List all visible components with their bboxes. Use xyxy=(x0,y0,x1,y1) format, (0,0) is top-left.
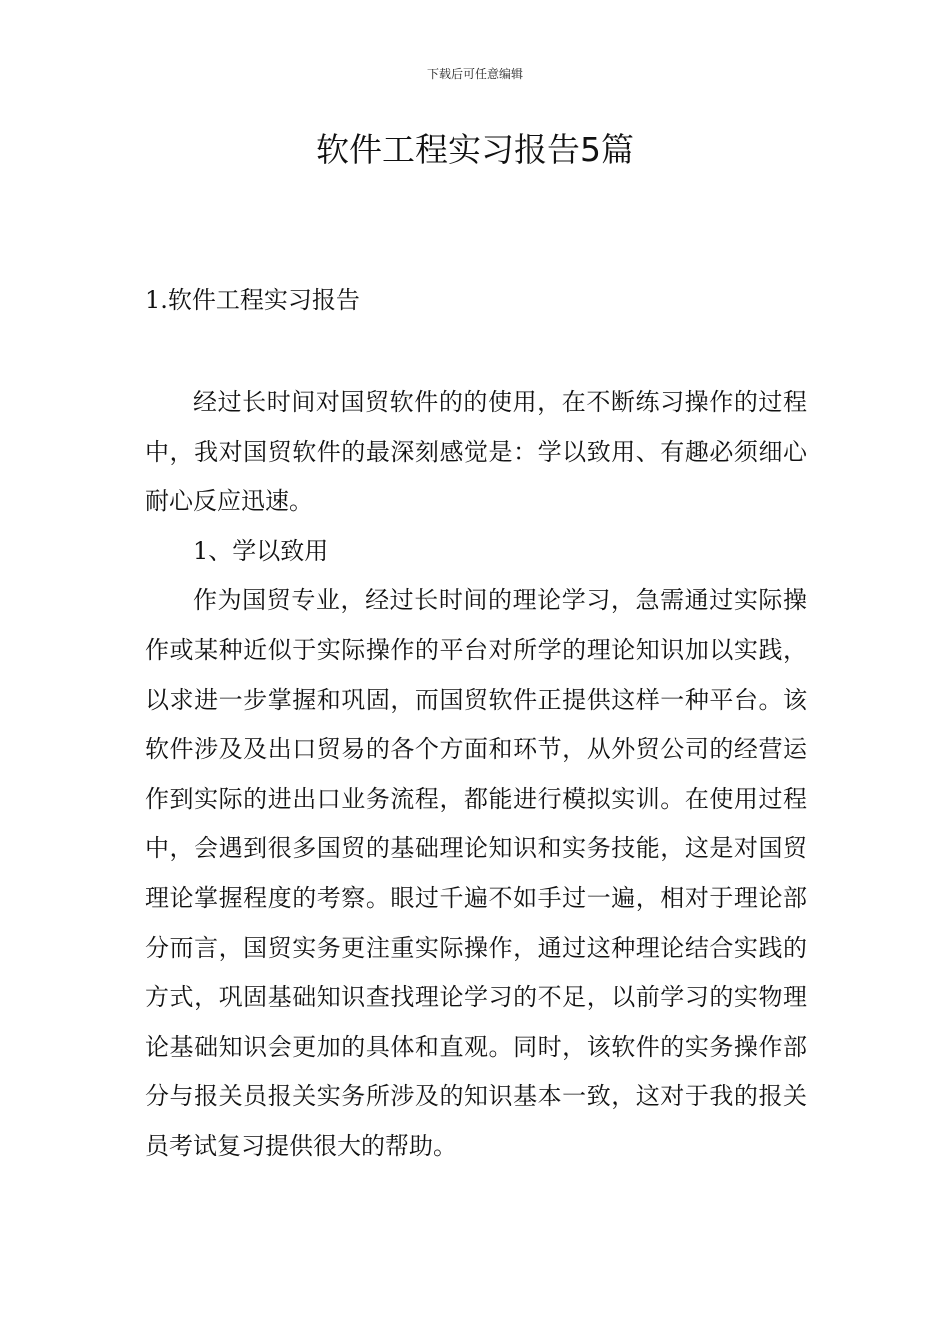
paragraph-body: 作为国贸专业，经过长时间的理论学习，急需通过实际操作或某种近似于实际操作的平台对所学的理论知识加以实践，以求进一步掌握和巩固，而国贸软件正提供这样一种平台。该软件涉及及出口贸易的各个方面和环节，从外贸公司的经营运作到实际的进出口业务流程，都能进行模拟实训。在使用过程中，会遇到很多国贸的基础理论知识和实务技能，这是对国贸理论掌握程度的考察。眼过千遍不如手过一遍，相对于理论部分而言，国贸实务更注重实际操作，通过这种理论结合实践的方式，巩固基础知识查找理论学习的不足，以前学习的实物理论基础知识会更加的具体和直观。同时，该软件的实务操作部分与报关员报关实务所涉及的知识基本一致，这对于我的报关员考试复习提供很大的帮助。 xyxy=(145,586,807,1160)
header-note: 下载后可任意编辑 xyxy=(426,67,523,81)
document-title: 软件工程实习报告5篇 xyxy=(316,130,634,169)
paragraph-subheading: 1、学以致用 xyxy=(193,536,329,565)
paragraph-intro: 经过长时间对国贸软件的的使用，在不断练习操作的过程中，我对国贸软件的最深刻感觉是：学以致用、有趣必须细心耐心反应迅速。 xyxy=(145,388,807,516)
section-heading: 1.软件工程实习报告 xyxy=(145,286,360,314)
body-text xyxy=(145,378,807,1172)
